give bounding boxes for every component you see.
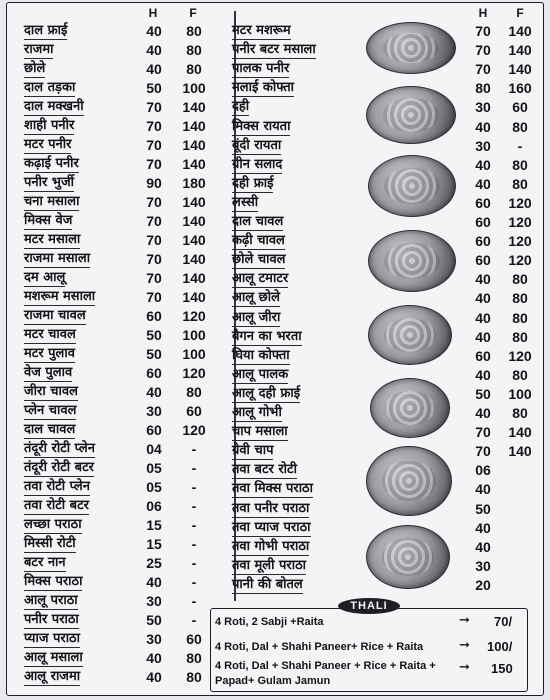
half-price: 70 [146, 270, 162, 286]
full-price: 120 [508, 214, 532, 230]
menu-item [24, 497, 217, 516]
half-price: 40 [475, 366, 491, 383]
menu-item-name: मटर पुलाव [24, 346, 75, 361]
half-price: 60 [475, 347, 491, 364]
half-price: 80 [475, 80, 491, 97]
menu-item [24, 136, 217, 155]
half-price: 05 [146, 460, 162, 476]
menu-item-name: प्लेन चावल [24, 403, 77, 418]
menu-item-name: कढ़ी चावल [232, 233, 285, 249]
menu-item-name: दही फ्राई [232, 175, 274, 191]
menu-item-name: दम आलू [24, 270, 66, 285]
full-price: 100 [182, 346, 206, 362]
full-price: - [191, 460, 197, 476]
menu-item-name: प्याज पराठा [24, 631, 80, 646]
full-price: 140 [508, 23, 532, 39]
menu-item-name: मिक्स वेज [24, 213, 73, 228]
menu-item [24, 345, 217, 364]
full-price: 140 [182, 213, 206, 229]
half-price: 06 [475, 462, 491, 479]
full-price: - [191, 574, 197, 590]
half-price: 25 [146, 555, 162, 571]
half-price: 50 [475, 385, 491, 402]
half-price: 70 [475, 443, 491, 460]
menu-item [24, 98, 217, 117]
menu-item-name: आलू पालक [232, 366, 289, 382]
menu-item [24, 326, 217, 345]
full-price: - [191, 555, 197, 571]
half-price: 70 [146, 251, 162, 267]
full-price: 100 [182, 80, 206, 96]
full-price: 140 [508, 424, 532, 441]
menu-item [24, 459, 217, 478]
menu-item [24, 288, 217, 307]
half-price: 70 [146, 99, 162, 115]
full-price: 80 [512, 405, 528, 421]
menu-item-name: पानी की बोतल [232, 576, 303, 592]
menu-item [24, 611, 217, 630]
menu-item [232, 289, 543, 308]
menu-item [24, 440, 217, 459]
menu-item [24, 668, 217, 687]
menu-item [24, 212, 217, 231]
dish-photo [366, 22, 456, 74]
half-price: 30 [475, 137, 491, 154]
full-price: 80 [512, 175, 528, 192]
half-price: 40 [475, 271, 491, 288]
menu-item-name: आलू राजमा [24, 669, 81, 684]
menu-item-name: आलू छोले [232, 290, 280, 306]
full-price: - [191, 517, 197, 533]
full-price: 140 [182, 156, 206, 172]
half-price: 60 [475, 233, 491, 250]
menu-item-name: मटर मशरूम [232, 23, 291, 38]
half-price: 50 [146, 80, 162, 96]
menu-item-name: पनीर भुर्जी [24, 175, 74, 190]
half-price: 70 [146, 194, 162, 210]
half-price: 40 [475, 481, 491, 498]
half-price: 40 [475, 538, 491, 555]
thali-box [210, 608, 528, 692]
dish-photo [370, 378, 450, 438]
menu-item-name: बटर नान [24, 555, 66, 570]
half-price: 70 [475, 23, 491, 39]
menu-item [24, 554, 217, 573]
menu-item-name: तवा पनीर पराठा [232, 500, 310, 516]
half-price: 60 [475, 214, 491, 230]
menu-item-name: दाल चावल [232, 214, 284, 229]
menu-item [24, 41, 217, 60]
full-price: 80 [512, 271, 528, 288]
half-price: 40 [475, 290, 491, 307]
menu-item [24, 269, 217, 288]
dish-photo [368, 305, 452, 365]
half-price: 30 [475, 557, 491, 574]
dish-photo [368, 155, 456, 217]
half-price: 70 [475, 61, 491, 78]
menu-item [24, 478, 217, 497]
menu-item [24, 364, 217, 383]
menu-item [24, 231, 217, 250]
half-price: 70 [475, 424, 491, 441]
dish-photo [366, 86, 456, 144]
half-price: 40 [146, 669, 162, 685]
menu-item-name: शाही पनीर [24, 118, 75, 133]
thali-line: 4 Roti, Dal + Shahi Paneer + Rice + Raita + [215, 660, 436, 672]
half-price: 20 [475, 576, 491, 593]
menu-item-name: दही [232, 99, 250, 115]
menu-item-name: आलू मसाला [24, 650, 83, 665]
half-price: 40 [475, 309, 491, 326]
full-price: 80 [186, 669, 202, 685]
menu-item [24, 649, 217, 668]
full-price: 100 [182, 327, 206, 343]
half-price: 60 [146, 422, 162, 438]
menu-item-name: आलू दही फ्राई [232, 385, 301, 401]
half-price: 40 [475, 519, 491, 536]
menu-item-name: तवा मूली पराठा [232, 557, 306, 573]
menu-item-name: राजमा मसाला [24, 251, 91, 266]
menu-item-name: ग्रेवी चाप [232, 443, 274, 459]
half-price: 15 [146, 517, 162, 533]
menu-item-name: पनीर पराठा [24, 612, 79, 627]
half-price: 60 [475, 252, 491, 269]
half-price: 70 [146, 137, 162, 153]
half-price: 60 [146, 308, 162, 324]
full-price: 120 [508, 347, 532, 364]
half-price: 30 [146, 631, 162, 647]
menu-item-name: आलू गोभी [232, 405, 282, 420]
arrow-icon: ➞ [459, 660, 470, 675]
menu-item [24, 22, 217, 41]
menu-item-name: आलू जीरा [232, 309, 281, 325]
full-price: 120 [182, 422, 206, 438]
full-price: 60 [186, 631, 202, 647]
half-price: 50 [475, 500, 491, 517]
half-price: 70 [475, 42, 491, 59]
menu-item-name: लस्सी [232, 194, 259, 210]
menu-item [24, 60, 217, 79]
menu-item-name: तवा बटर रोटी [232, 462, 297, 478]
full-price: 80 [512, 328, 528, 345]
half-price: 70 [146, 118, 162, 134]
menu-item [24, 573, 217, 592]
half-price: 60 [475, 194, 491, 211]
menu-item-name: आलू टमाटर [232, 271, 289, 287]
half-price: 40 [475, 328, 491, 345]
half-price: 04 [146, 441, 162, 457]
arrow-icon: ➞ [459, 613, 470, 628]
menu-item-name: राजमा [24, 42, 54, 57]
half-price: 15 [146, 536, 162, 552]
menu-item [24, 79, 217, 98]
menu-item-name: राजमा चावल [24, 308, 86, 323]
full-header: F [516, 6, 524, 20]
half-header: H [148, 6, 158, 20]
half-price: 30 [475, 99, 491, 116]
half-price: 40 [146, 23, 162, 39]
full-price: 140 [182, 289, 206, 305]
half-price: 90 [146, 175, 162, 191]
half-header: H [478, 6, 488, 20]
menu-item-name: पालक पनीर [232, 61, 290, 77]
full-price: 120 [508, 252, 532, 269]
menu-item-name: तवा मिक्स पराठा [232, 481, 313, 497]
dish-photo [366, 446, 452, 516]
full-price: - [191, 479, 197, 495]
menu-item-name: दाल तड़का [24, 80, 76, 95]
half-price: 40 [146, 574, 162, 590]
full-price: 80 [512, 118, 528, 135]
half-price: 70 [146, 156, 162, 172]
thali-line: 4 Roti, Dal + Shahi Paneer+ Rice + Raita [215, 641, 424, 653]
menu-item-name: तवा रोटी प्लेन [24, 479, 90, 494]
thali-line: 4 Roti, 2 Sabji +Raita [215, 616, 324, 628]
menu-item-name: मिस्सी रोटी [24, 536, 76, 551]
full-header: F [189, 6, 197, 20]
full-price: - [517, 137, 523, 154]
menu-item-name: मलाई कोफ्ता [232, 80, 294, 96]
menu-item-name: बैगन का भरता [232, 328, 302, 344]
half-price: 40 [475, 156, 491, 173]
half-price: 70 [146, 289, 162, 305]
full-price: 180 [182, 175, 206, 191]
full-price: 120 [508, 194, 532, 211]
arrow-icon: ➞ [459, 638, 470, 653]
menu-item-name: तंदूरी रोटी बटर [24, 460, 94, 475]
menu-item-name: घिया कोफ्ता [232, 347, 290, 363]
menu-item-name: वेज पुलाव [24, 365, 73, 380]
menu-item [24, 516, 217, 535]
half-price: 40 [146, 42, 162, 58]
menu-item-name: कढ़ाई पनीर [24, 156, 79, 171]
full-price: 80 [186, 61, 202, 77]
thali-price: 100/ [487, 639, 513, 654]
full-price: 120 [508, 233, 532, 250]
full-price: 140 [182, 232, 206, 248]
full-price: 140 [182, 270, 206, 286]
half-price: 30 [146, 593, 162, 609]
menu-item [24, 402, 217, 421]
menu-item-name: आलू पराठा [24, 593, 78, 608]
half-price: 40 [146, 61, 162, 77]
half-price: 70 [146, 213, 162, 229]
menu-item-name: मटर पनीर [24, 137, 72, 152]
menu-item [24, 535, 217, 554]
full-price: 60 [186, 403, 202, 419]
full-price: 140 [508, 443, 532, 460]
half-price: 30 [146, 403, 162, 419]
full-price: 120 [182, 308, 206, 324]
full-price: 140 [182, 137, 206, 153]
full-price: 80 [186, 42, 202, 58]
half-price: 40 [146, 650, 162, 666]
menu-item-name: मटर मसाला [24, 232, 81, 247]
menu-item-name: मटर चावल [24, 327, 76, 342]
menu-item-name: मशरूम मसाला [24, 289, 96, 304]
menu-item-name: मिक्स रायता [232, 118, 291, 134]
menu-item [24, 383, 217, 402]
menu-item-name: जीरा चावल [24, 384, 78, 399]
menu-item [232, 213, 543, 232]
half-price: 40 [146, 384, 162, 400]
full-price: 80 [512, 366, 528, 383]
menu-item [24, 630, 217, 649]
full-price: 140 [508, 42, 532, 59]
thali-title: THALI [338, 598, 400, 614]
menu-item-name: दाल फ्राई [24, 23, 68, 38]
menu-item [24, 193, 217, 212]
menu-item-name: तवा प्याज पराठा [232, 519, 311, 535]
full-price: 60 [512, 99, 528, 116]
half-price: 60 [146, 365, 162, 381]
full-price: - [191, 498, 197, 514]
menu-item-name: तवा रोटी बटर [24, 498, 89, 513]
half-price: 70 [146, 232, 162, 248]
half-price: 40 [475, 118, 491, 135]
menu-item-name: छोले चावल [232, 252, 286, 268]
thali-price: 70/ [494, 614, 513, 629]
full-price: 140 [508, 61, 532, 78]
half-price: 40 [475, 405, 491, 421]
menu-item [24, 250, 217, 269]
full-price: 120 [182, 365, 206, 381]
full-price: - [191, 536, 197, 552]
half-price: 06 [146, 498, 162, 514]
menu-item [24, 592, 217, 611]
full-price: 100 [508, 385, 532, 402]
full-price: 80 [186, 650, 202, 666]
menu-item-name: लच्छा पराठा [24, 517, 82, 532]
menu-item [24, 174, 217, 193]
full-price: 80 [512, 290, 528, 307]
full-price: 140 [182, 251, 206, 267]
full-price: 80 [186, 23, 202, 39]
menu-item-name: बूंदी रायता [232, 137, 282, 153]
full-price: 140 [182, 99, 206, 115]
menu-item-name: तवा गोभी पराठा [232, 538, 310, 554]
menu-item-name: दाल चावल [24, 422, 76, 437]
menu-item-name: छोले [24, 61, 46, 76]
menu-item [24, 307, 217, 326]
menu-item-name: चाप मसाला [232, 424, 288, 440]
full-price: 80 [186, 384, 202, 400]
half-price: 40 [475, 175, 491, 192]
menu-item-name: तंदूरी रोटी प्लेन [24, 441, 95, 456]
menu-item [24, 155, 217, 174]
thali-line: Papad+ Gulam Jamun [215, 675, 331, 687]
full-price: 80 [512, 309, 528, 326]
full-price: - [191, 441, 197, 457]
menu-item-name: चना मसाला [24, 194, 80, 209]
menu-item-name: मिक्स पराठा [24, 574, 83, 589]
full-price: 140 [182, 194, 206, 210]
menu-item [24, 117, 217, 136]
full-price: 80 [512, 156, 528, 173]
menu-item-name: पनीर बटर मसाला [232, 42, 316, 58]
menu-item-name: ग्रीन सलाद [232, 156, 283, 172]
half-price: 50 [146, 612, 162, 628]
half-price: 05 [146, 479, 162, 495]
dish-photo [368, 230, 456, 292]
full-price: 160 [508, 80, 532, 97]
menu-item-name: दाल मक्खनी [24, 99, 84, 114]
half-price: 50 [146, 346, 162, 362]
full-price: - [191, 593, 197, 609]
full-price: - [191, 612, 197, 628]
dish-photo [366, 525, 450, 589]
thali-price: 150 [491, 661, 513, 676]
full-price: 140 [182, 118, 206, 134]
menu-item [24, 421, 217, 440]
half-price: 50 [146, 327, 162, 343]
